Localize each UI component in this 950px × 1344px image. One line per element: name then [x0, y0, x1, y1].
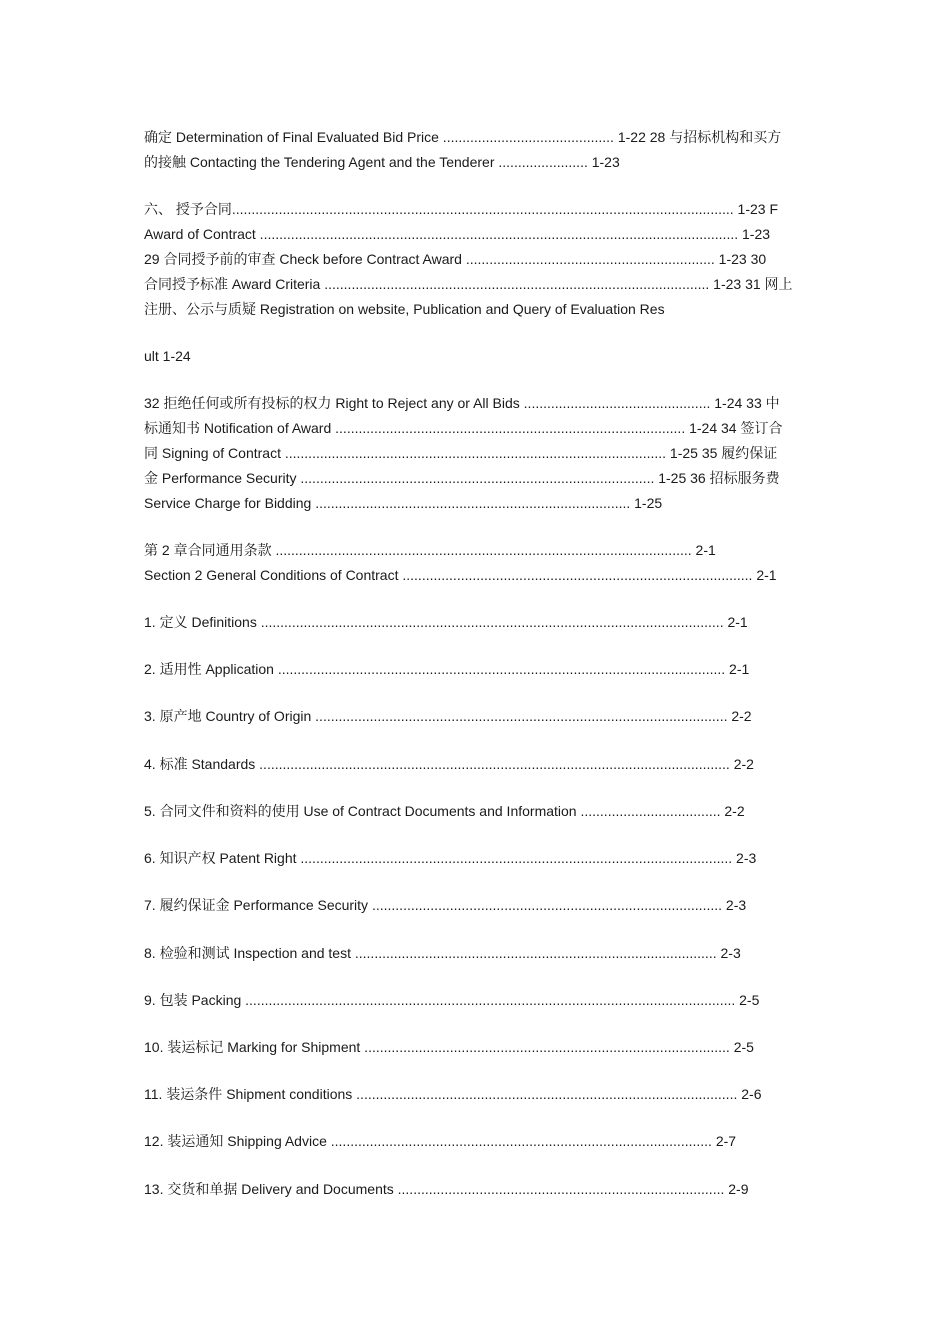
- toc-line: Award of Contract ........................................................................................................................... 1-23: [144, 226, 771, 242]
- toc-line: 同 Signing of Contract .................................................................................................. 1-25 35 履约保证: [144, 445, 778, 461]
- toc-line: 的接触 Contacting the Tendering Agent and the Tenderer ....................... 1-23: [144, 154, 620, 170]
- toc-clause-6: 6. 知识产权 Patent Right ............................................................................................................... 2-3: [144, 850, 757, 866]
- toc-line: Service Charge for Bidding ................................................................................. 1-25: [144, 495, 663, 511]
- toc-clause-10: 10. 装运标记 Marking for Shipment .............................................................................................. 2-5: [144, 1039, 754, 1055]
- toc-section-heading: 六、 授予合同................................................................................................................................. 1-23 F: [144, 201, 779, 217]
- toc-clause-9: 9. 包装 Packing .............................................................................................................................. 2-5: [144, 992, 760, 1008]
- toc-clause-3: 3. 原产地 Country of Origin .......................................................................................................... 2-2: [144, 708, 752, 724]
- toc-clause-13: 13. 交货和单据 Delivery and Documents .................................................................................... 2-9: [144, 1181, 749, 1197]
- toc-line: ult 1-24: [144, 348, 191, 364]
- toc-clause-1: 1. 定义 Definitions ....................................................................................................................... 2-1: [144, 614, 748, 630]
- toc-line: 32 拒绝任何或所有投标的权力 Right to Reject any or All Bids ................................................ 1-24 33 中: [144, 395, 780, 411]
- toc-chapter-heading: Section 2 General Conditions of Contract .......................................................................................... 2-1: [144, 567, 777, 583]
- toc-clause-2: 2. 适用性 Application ................................................................................................................... 2-1: [144, 661, 750, 677]
- toc-clause-4: 4. 标准 Standards ......................................................................................................................... 2-2: [144, 756, 754, 772]
- toc-line: 确定 Determination of Final Evaluated Bid Price ............................................ 1-22 28 与招标机构和买方: [144, 129, 782, 145]
- toc-line: 29 合同授予前的审查 Check before Contract Award ................................................................ 1-23 30: [144, 251, 767, 267]
- toc-clause-5: 5. 合同文件和资料的使用 Use of Contract Documents and Information .................................... 2-2: [144, 803, 745, 819]
- toc-line: 金 Performance Security ........................................................................................... 1-25 36 招标服务费: [144, 470, 780, 486]
- toc-clause-11: 11. 装运条件 Shipment conditions .................................................................................................. 2-6: [144, 1086, 762, 1102]
- toc-line: 标通知书 Notification of Award .......................................................................................... 1-24 34 签订合: [144, 420, 783, 436]
- toc-clause-12: 12. 装运通知 Shipping Advice .................................................................................................. 2-7: [144, 1133, 737, 1149]
- toc-line: 注册、公示与质疑 Registration on website, Publication and Query of Evaluation Res: [144, 301, 665, 317]
- toc-chapter-heading: 第 2 章合同通用条款 ........................................................................................................... 2-1: [144, 542, 716, 558]
- toc-line: 合同授予标准 Award Criteria ................................................................................................... 1-23 31 网上: [144, 276, 793, 292]
- toc-clause-8: 8. 检验和测试 Inspection and test ............................................................................................. 2-3: [144, 945, 741, 961]
- toc-clause-7: 7. 履约保证金 Performance Security .......................................................................................... 2-3: [144, 897, 747, 913]
